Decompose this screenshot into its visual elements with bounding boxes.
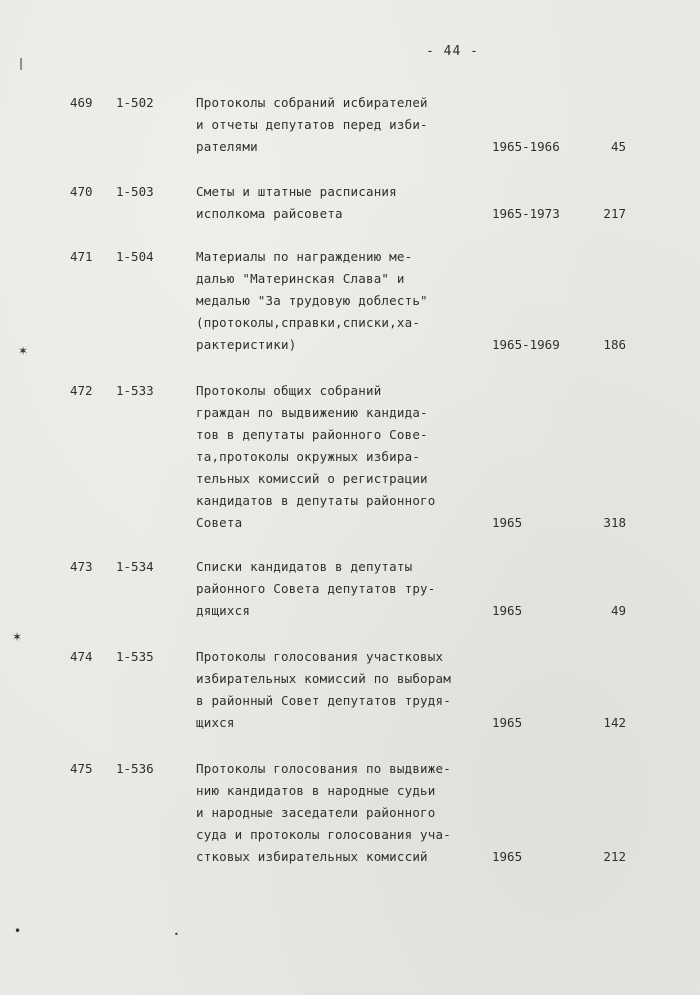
entry-count: 212 [603, 849, 626, 864]
entry-description: Протоколы голосования по выдвиже- нию кандидатов в народные судьи и народные заседатели районного суда и протоколы голосования уча- стковых избирательных комиссий [196, 761, 451, 864]
entry-count: 49 [610, 603, 626, 618]
entry-count: 186 [603, 337, 626, 352]
entry-code: 1-502 [116, 95, 154, 110]
entry-years: 1965 [492, 603, 523, 618]
entry-code: 1-533 [116, 383, 154, 398]
entry-years: 1965-1966 [492, 139, 560, 154]
entry-count: 142 [603, 715, 626, 730]
entry-number: 469 [70, 95, 93, 110]
entry-years: 1965-1969 [492, 337, 560, 352]
entry-code: 1-536 [116, 761, 154, 776]
scan-mark: ✶ [12, 630, 23, 644]
entry-number: 474 [70, 649, 93, 664]
entry-number: 472 [70, 383, 93, 398]
entry-years: 1965 [492, 715, 523, 730]
entry-code: 1-535 [116, 649, 154, 664]
entry-description: Протоколы собраний исбирателей и отчеты депутатов перед изби- рателями [196, 95, 428, 154]
entry-description: Протоколы голосования участковых избирательных комиссий по выборам в районный Совет депутатов трудя- щихся [196, 649, 451, 730]
entry-description: Списки кандидатов в депутаты районного Совета депутатов тру- дящихся [196, 559, 436, 618]
entry-code: 1-504 [116, 249, 154, 264]
scan-mark: • [174, 930, 179, 939]
entry-description: Сметы и штатные расписания исполкома райсовета [196, 184, 397, 221]
scan-mark: ❘ [16, 56, 27, 70]
entry-description: Протоколы общих собраний граждан по выдвижению кандида- тов в депутаты районного Сове- та,протоколы окружных избира- тельных комиссий о регистрации кандидатов в депутаты районного Совета [196, 383, 436, 530]
entry-code: 1-503 [116, 184, 154, 199]
entry-years: 1965 [492, 849, 523, 864]
entry-years: 1965 [492, 515, 523, 530]
entry-count: 217 [603, 206, 626, 221]
entry-number: 471 [70, 249, 93, 264]
scan-mark: • [14, 924, 22, 938]
entry-years: 1965-1973 [492, 206, 560, 221]
entry-number: 473 [70, 559, 93, 574]
page-number: - 44 - [426, 44, 479, 59]
entry-count: 318 [603, 515, 626, 530]
scan-mark: ✶ [18, 344, 29, 358]
entry-number: 470 [70, 184, 93, 199]
entry-count: 45 [610, 139, 626, 154]
entry-description: Материалы по награждению ме- далью "Материнская Слава" и медалью "За трудовую доблесть" (протоколы,справки,списки,ха- рактеристики) [196, 249, 428, 352]
entry-number: 475 [70, 761, 93, 776]
entry-code: 1-534 [116, 559, 154, 574]
